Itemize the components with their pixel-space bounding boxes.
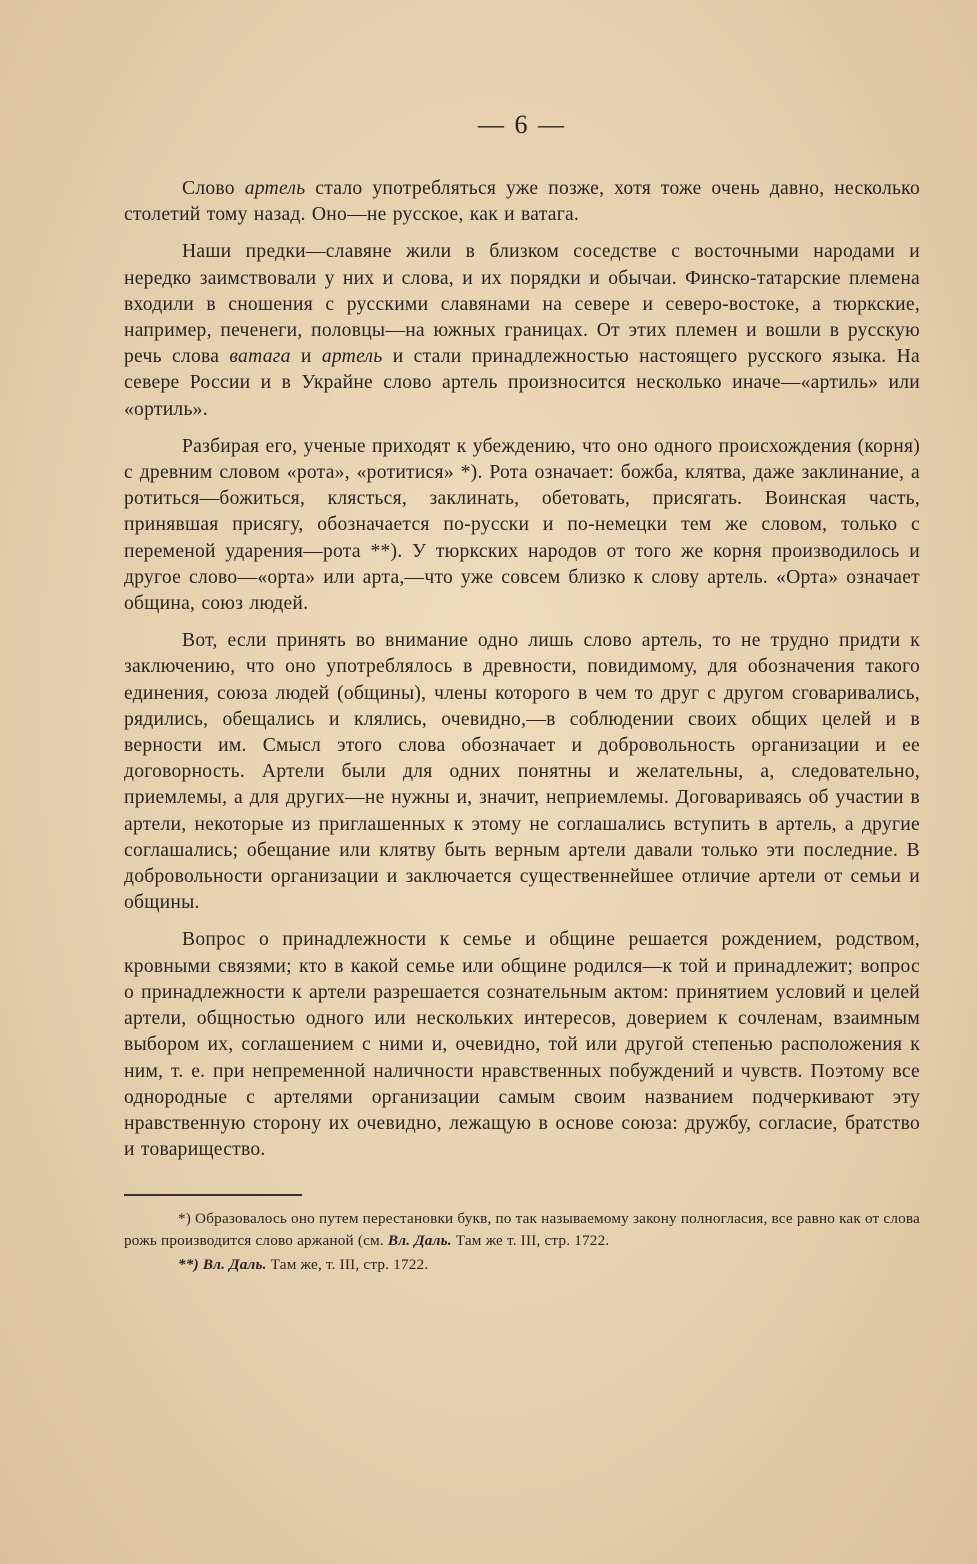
footnote-divider — [124, 1194, 302, 1196]
paragraph-1 — [124, 176, 920, 228]
paragraph-5 — [124, 927, 920, 1163]
paragraph-text: стало употребляться уже позже, хотя тоже очень давно, несколько столетий тому назад. Оно—не русское, как и ватага. — [124, 178, 920, 226]
paragraph-text: Разбирая его, ученые приходят к убеждению, что оно одного происхождения (корня) с древним словом «рота», «ротитися» *). Рота означает: божба, клятва, даже заклинание, а ротиться—божиться, клясться, заклинать, обетовать, присягать. Воинская часть, принявшая присягу, обозначается по-русски и по-немецки тем же словом, только с переменой ударения—рота **). У тюркских народов от того же корня производилось и другое слово—«орта» или арта,—что уже совсем близко к слову артель. «Орта» означает община, союз людей. — [124, 435, 920, 615]
paragraph-3 — [124, 434, 920, 617]
paragraph-2 — [124, 239, 920, 422]
footnote-2 — [124, 1254, 920, 1276]
footnote-emphasis: **) Вл. Даль. — [178, 1256, 267, 1274]
paragraph-text: Слово — [182, 178, 245, 199]
paragraph-4 — [124, 628, 920, 916]
body-text — [124, 176, 920, 1163]
footnotes — [124, 1208, 920, 1276]
document-page — [124, 108, 920, 1278]
paragraph-emphasis: артель — [244, 178, 306, 199]
paragraph-text: Вопрос о принадлежности к семье и общине решается рождением, родством, кровными связями; кто в какой семье или общине родился—к той и принадлежит; вопрос о принадлежности к артели разрешается сознательным актом: принятием условий и целей артели, общностью одного или нескольких интересов, доверием к сочленам, взаимным выбором их, соглашением с ними и, очевидно, той или другой степенью расположения к ним, т. е. при непременной наличности нравственных побуждений и чувств. Поэтому все однородные с артелями организации самым своим названием подчеркивают эту нравственную сторону их очевидно, лежащую в основе союза: дружбу, согласие, братство и товарищество. — [124, 929, 920, 1161]
footnote-text: Там же, т. III, стр. 1722. — [266, 1256, 429, 1274]
paragraph-text: и — [290, 346, 322, 368]
footnote-emphasis: Вл. Даль. — [387, 1232, 452, 1250]
footnote-text: Там же т. III, стр. 1722. — [451, 1232, 610, 1250]
paragraph-emphasis: артель — [321, 346, 383, 368]
paragraph-text: Наши предки—славяне жили в близком соседстве с восточными народами и нередко заимствовали у них и слова, и их порядки и обычаи. Финско-татарские племена входили в сношения с русскими славянами на севере и северо-востоке, а тюркские, например, печенеги, половцы—на южных границах. От этих племен и вошли в русскую речь слова — [124, 241, 920, 368]
paragraph-text: и стали принадлежностью настоящего русского языка. На севере России и в Украйне слово артель произносится несколько иначе—«артиль» или «ортиль». — [124, 346, 920, 420]
paragraph-text: Вот, если принять во внимание одно лишь слово артель, то не трудно придти к заключению, что оно употреблялось в древности, повидимому, для обозначения такого единения, союза людей (общины), члены которого в чем то друг с другом сговаривались, рядились, обещались и клялись, очевидно,—в соблюдении своих общих целей и в верности им. Смысл этого слова обозначает и добровольность организации и ее договорность. Артели были для одних понятны и желательны, а, следовательно, приемлемы, а для других—не нужны и, значит, неприемлемы. Договариваясь об участии в артели, некоторые из приглашенных к этому не соглашались вступить в артель, а другие соглашались; обещание или клятву быть верным артели давали только эти последние. В добровольности организации и заключается существеннейшее отличие артели от семьи и общины. — [124, 630, 920, 914]
footnote-text: *) Образовалось оно путем перестановки букв, по так называемому закону полногласия, все равно как от слова рожь производится слово аржаной (см. — [124, 1210, 920, 1250]
footnote-1 — [124, 1208, 920, 1252]
paragraph-emphasis: ватага — [229, 346, 291, 368]
page-number: — 6 — — [478, 110, 566, 139]
